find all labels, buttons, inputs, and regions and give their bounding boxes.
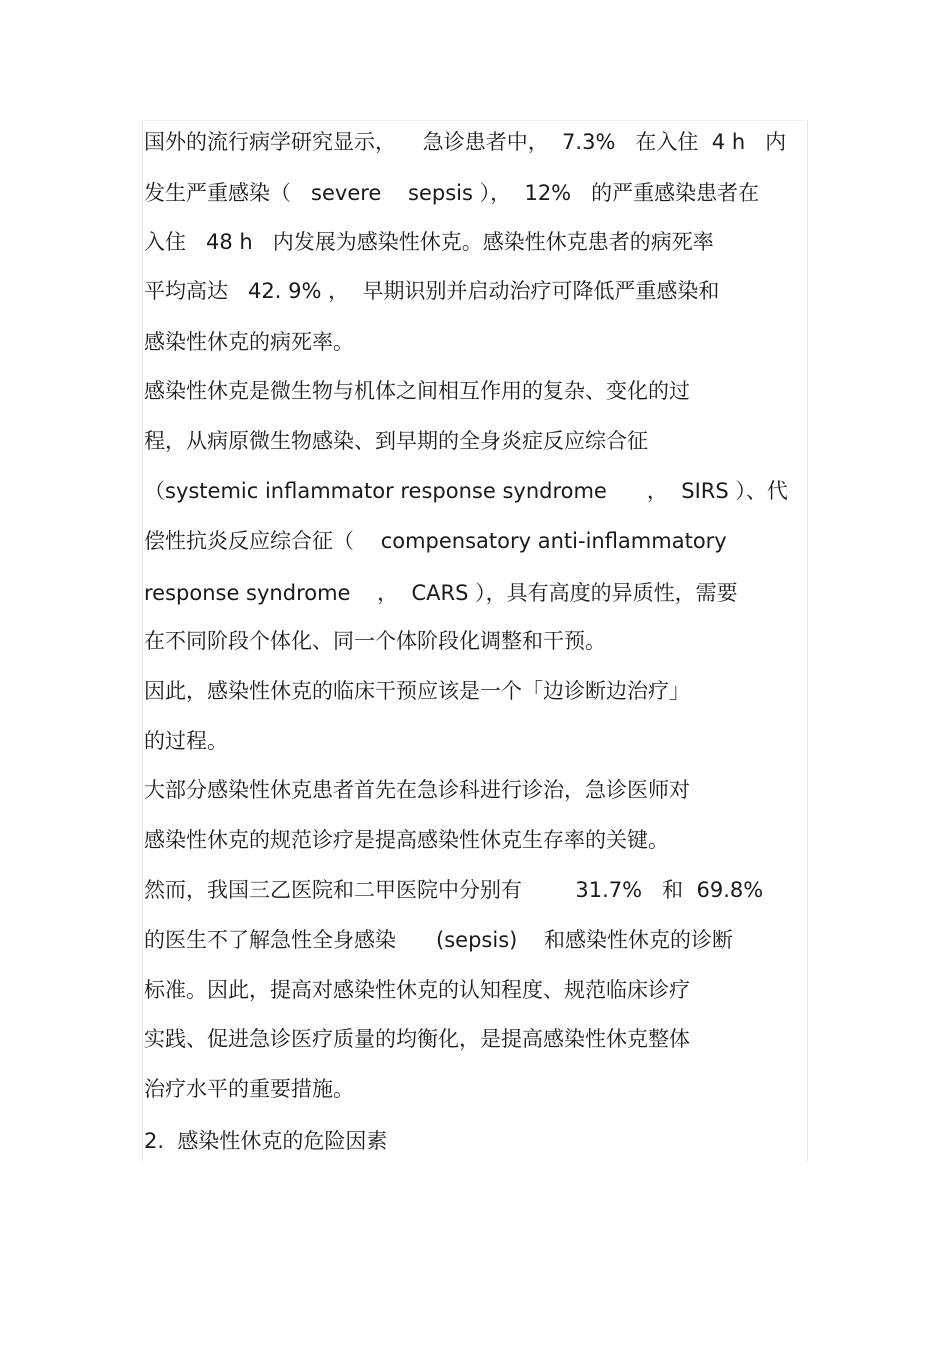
- text-line: 程，从病原微生物感染、到早期的全身炎症反应综合征: [144, 429, 648, 453]
- text-line: 的医生不了解急性全身感染 (sepsis) 和感染性休克的诊断: [144, 928, 734, 952]
- text-line: 标准。因此，提高对感染性休克的认知程度、规范临床诊疗: [144, 978, 690, 1002]
- text-line: （systemic inflammator response syndrome ， SIRS ）、代: [144, 479, 788, 503]
- text-line: 因此，感染性休克的临床干预应该是一个「边诊断边治疗」: [144, 679, 690, 703]
- text-line: 治疗水平的重要措施。: [144, 1077, 354, 1101]
- text-line: 平均高达 42. 9% ， 早期识别并启动治疗可降低严重感染和: [144, 279, 720, 303]
- text-line: response syndrome ， CARS ），具有高度的异质性，需要: [144, 581, 738, 605]
- text-line: 然而，我国三乙医院和二甲医院中分别有 31.7% 和 69.8%: [144, 878, 764, 902]
- text-line: 的过程。: [144, 729, 228, 753]
- text-line: 感染性休克的病死率。: [144, 330, 354, 354]
- text-line: 大部分感染性休克患者首先在急诊科进行诊治，急诊医师对: [144, 778, 690, 802]
- text-line: 入住 48 h 内发展为感染性休克。感染性休克患者的病死率: [144, 230, 714, 254]
- text-line: 发生严重感染（ severe sepsis ）， 12% 的严重感染患者在: [144, 181, 760, 205]
- text-line: 国外的流行病学研究显示， 急诊患者中， 7.3% 在入住 4 h 内: [144, 130, 787, 154]
- text-line: 实践、促进急诊医疗质量的均衡化，是提高感染性休克整体: [144, 1027, 690, 1051]
- section-heading: 2. 感染性休克的危险因素: [144, 1129, 388, 1153]
- text-line: 感染性休克的规范诊疗是提高感染性休克生存率的关键。: [144, 828, 669, 852]
- text-line: 在不同阶段个体化、同一个体阶段化调整和干预。: [144, 629, 606, 653]
- text-line: 偿性抗炎反应综合征（ compensatory anti-inflammatory: [144, 529, 727, 553]
- text-line: 感染性休克是微生物与机体之间相互作用的复杂、变化的过: [144, 379, 690, 403]
